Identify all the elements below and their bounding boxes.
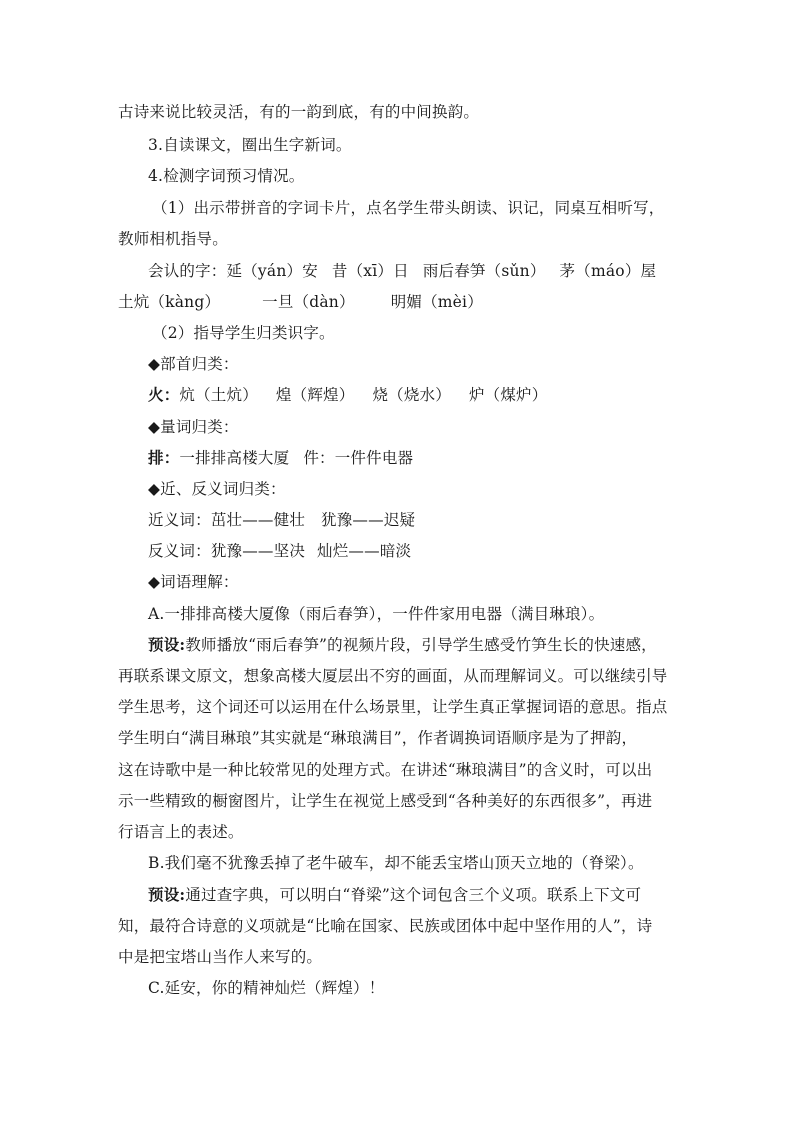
step-4: 4.检测字词预习情况。 — [148, 167, 305, 185]
section-heading: ◆词语理解： — [148, 573, 239, 591]
text-line: （2）指导学生归类识字。 — [152, 324, 335, 342]
recognize-words-line — [118, 292, 680, 312]
measure-head: 排： — [148, 448, 180, 467]
antonym-line — [148, 541, 710, 561]
preset-label: 预设: — [148, 885, 186, 904]
text-line: 古诗来说比较灵活，有的一韵到底，有的中间换韵。 — [118, 103, 480, 121]
preset-paragraph-2 — [148, 885, 710, 905]
measure-word-line — [148, 448, 710, 468]
text-line: 知，最符合诗意的义项就是“比喻在国家、民族或团体中起中坚作用的人”，诗 — [118, 917, 653, 935]
section-heading: ◆量词归类： — [148, 418, 239, 436]
word-pair: 犹豫——迟疑 — [321, 511, 416, 529]
text: 教师播放“雨后春笋”的视频片段，引导学生感受竹笋生长的快速感， — [185, 636, 657, 654]
word-pair: 犹豫——坚决 — [210, 542, 306, 560]
text-line: 学生明白“满目琳琅”其实就是“琳琅满目”，作者调换词语顺序是为了押韵， — [118, 729, 638, 747]
measure-head: 件： — [303, 449, 335, 467]
section-heading: ◆近、反义词归类： — [148, 480, 286, 498]
word-item: 茅（máo）屋 — [559, 262, 657, 280]
word-item: 煌（辉煌） — [275, 386, 355, 404]
text-line: 行语言上的表述。 — [118, 823, 244, 841]
word-item: 昔（xī）日 — [331, 262, 409, 280]
item-a: A.一排排高楼大厦像（雨后春笋），一件件家用电器（满目琳琅）。 — [148, 605, 605, 623]
text-line: 教师相机指导。 — [118, 230, 228, 248]
word-item: 一排排高楼大厦 — [179, 449, 290, 467]
word-pair: 茁壮——健壮 — [210, 511, 306, 529]
word-pair: 灿烂——暗淡 — [317, 542, 412, 560]
text-line: 中是把宝塔山当作人来写的。 — [118, 948, 323, 966]
text-line: （1）出示带拼音的字词卡片，点名学生带头朗读、识记，同桌互相听写， — [152, 199, 665, 217]
step-3: 3.自读课文，圈出生字新词。 — [148, 136, 352, 154]
label: 近义词： — [148, 511, 211, 529]
radical-head: 火： — [148, 385, 180, 404]
item-b: B.我们毫不犹豫丢掉了老牛破车，却不能丢宝塔山顶天立地的（脊梁）。 — [148, 854, 644, 872]
text: 通过查字典，可以明白“脊梁”这个词包含三个义项。联系上下文可 — [185, 886, 642, 904]
radical-group-line — [148, 385, 710, 405]
word-item: 炕（土炕） — [179, 386, 258, 404]
text-line: 示一些精致的橱窗图片，让学生在视觉上感受到“各种美好的东西很多”，再进 — [118, 792, 653, 810]
word-item: 土炕（kàng） — [118, 293, 221, 311]
synonym-line — [148, 510, 710, 530]
word-item: 延（yán）安 — [226, 262, 318, 280]
recognize-words-line — [148, 261, 710, 281]
item-c: C.延安，你的精神灿烂（辉煌）！ — [148, 979, 385, 997]
word-item: 一旦（dàn） — [262, 293, 355, 311]
word-item: 雨后春笋（sǔn） — [422, 262, 546, 280]
label: 反义词： — [148, 542, 211, 560]
preset-label: 预设: — [148, 635, 186, 654]
preset-paragraph-1 — [148, 635, 710, 655]
text-line: 这在诗歌中是一种比较常见的处理方式。在讲述“琳琅满目”的含义时，可以出 — [118, 761, 653, 779]
section-heading: ◆部首归类： — [148, 355, 239, 373]
word-item: 烧（烧水） — [372, 386, 451, 404]
word-item: 一件件电器 — [334, 449, 414, 467]
word-item: 炉（煤炉） — [468, 386, 548, 404]
label: 会认的字： — [148, 262, 227, 280]
text-line: 再联系课文原文，想象高楼大厦层出不穷的画面，从而理解词义。可以继续引导 — [118, 667, 668, 685]
text-line: 学生思考，这个词还可以运用在什么场景里，让学生真正掌握词语的意思。指点 — [118, 698, 668, 716]
word-item: 明媚（mèi） — [390, 293, 483, 311]
